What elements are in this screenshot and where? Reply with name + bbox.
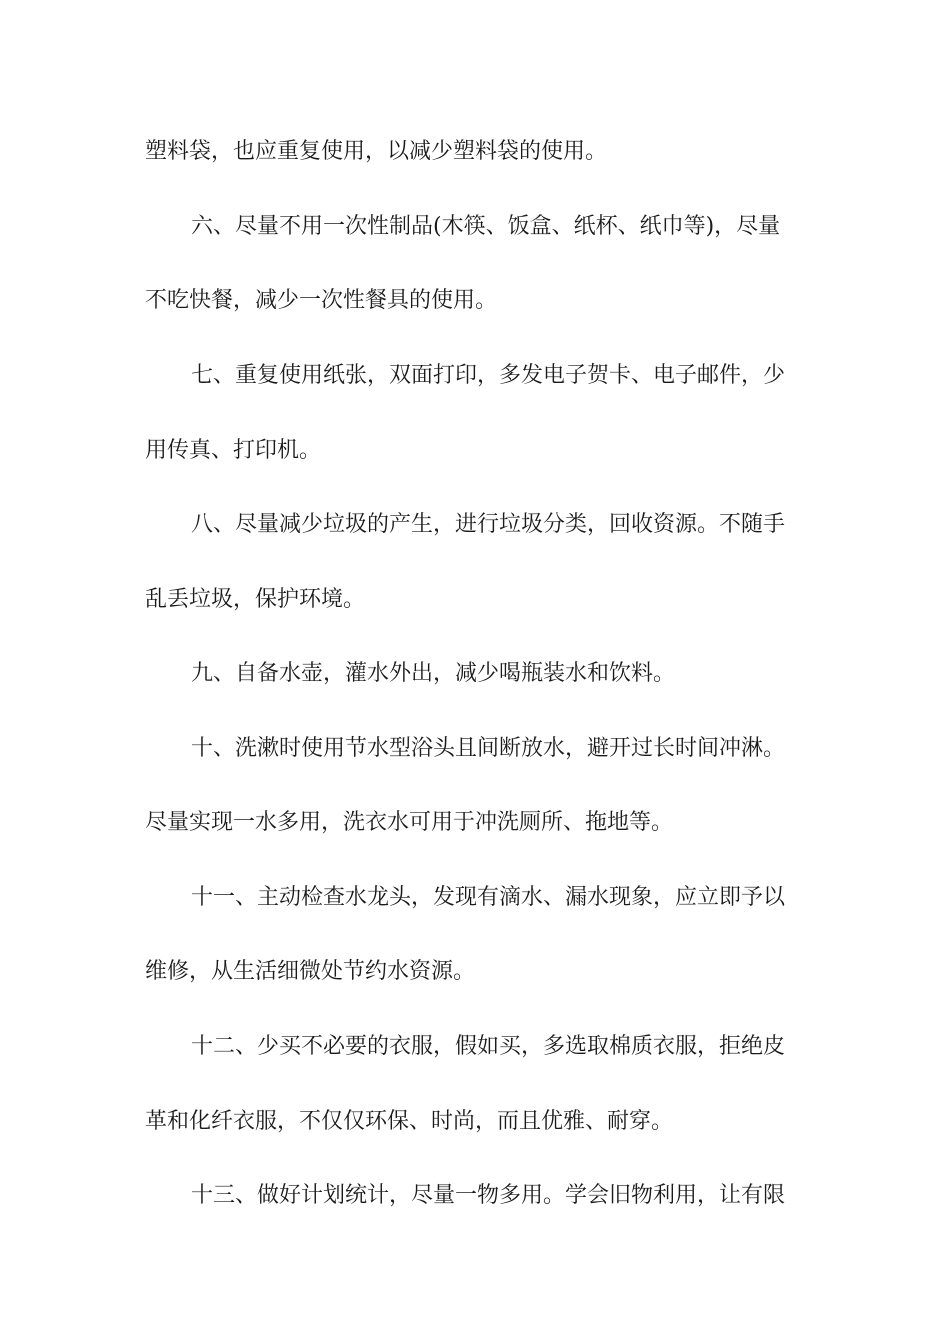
text-line: 维修，从生活细微处节约水资源。 [145, 959, 476, 984]
text-line: 尽量实现一水多用，洗衣水可用于冲洗厕所、拖地等。 [145, 810, 674, 835]
paragraph-eight-start: 八、尽量减少垃圾的产生，进行垃圾分类，回收资源。不随手 [191, 512, 786, 537]
text-line: 不吃快餐，减少一次性餐具的使用。 [145, 288, 498, 313]
text-line: 塑料袋，也应重复使用，以减少塑料袋的使用。 [145, 139, 608, 164]
paragraph-eleven-start: 十一、主动检查水龙头，发现有滴水、漏水现象，应立即予以 [191, 885, 786, 910]
paragraph-twelve-start: 十二、少买不必要的衣服，假如买，多选取棉质衣服，拒绝皮 [191, 1034, 786, 1059]
text-line: 革和化纤衣服，不仅仅环保、时尚，而且优雅、耐穿。 [145, 1109, 674, 1134]
paragraph-seven-start: 七、重复使用纸张，双面打印，多发电子贺卡、电子邮件，少 [191, 363, 786, 388]
paragraph-nine-start: 九、自备水壶，灌水外出，减少喝瓶装水和饮料。 [191, 661, 676, 686]
paragraph-ten-start: 十、洗漱时使用节水型浴头且间断放水，避开过长时间冲淋。 [191, 736, 786, 761]
text-line: 用传真、打印机。 [145, 438, 322, 463]
paragraph-six-start: 六、尽量不用一次性制品(木筷、饭盒、纸杯、纸巾等)，尽量 [191, 214, 781, 239]
paragraph-thirteen-start: 十三、做好计划统计，尽量一物多用。学会旧物利用，让有限 [191, 1183, 786, 1208]
text-line: 乱丢垃圾，保护环境。 [145, 587, 366, 612]
